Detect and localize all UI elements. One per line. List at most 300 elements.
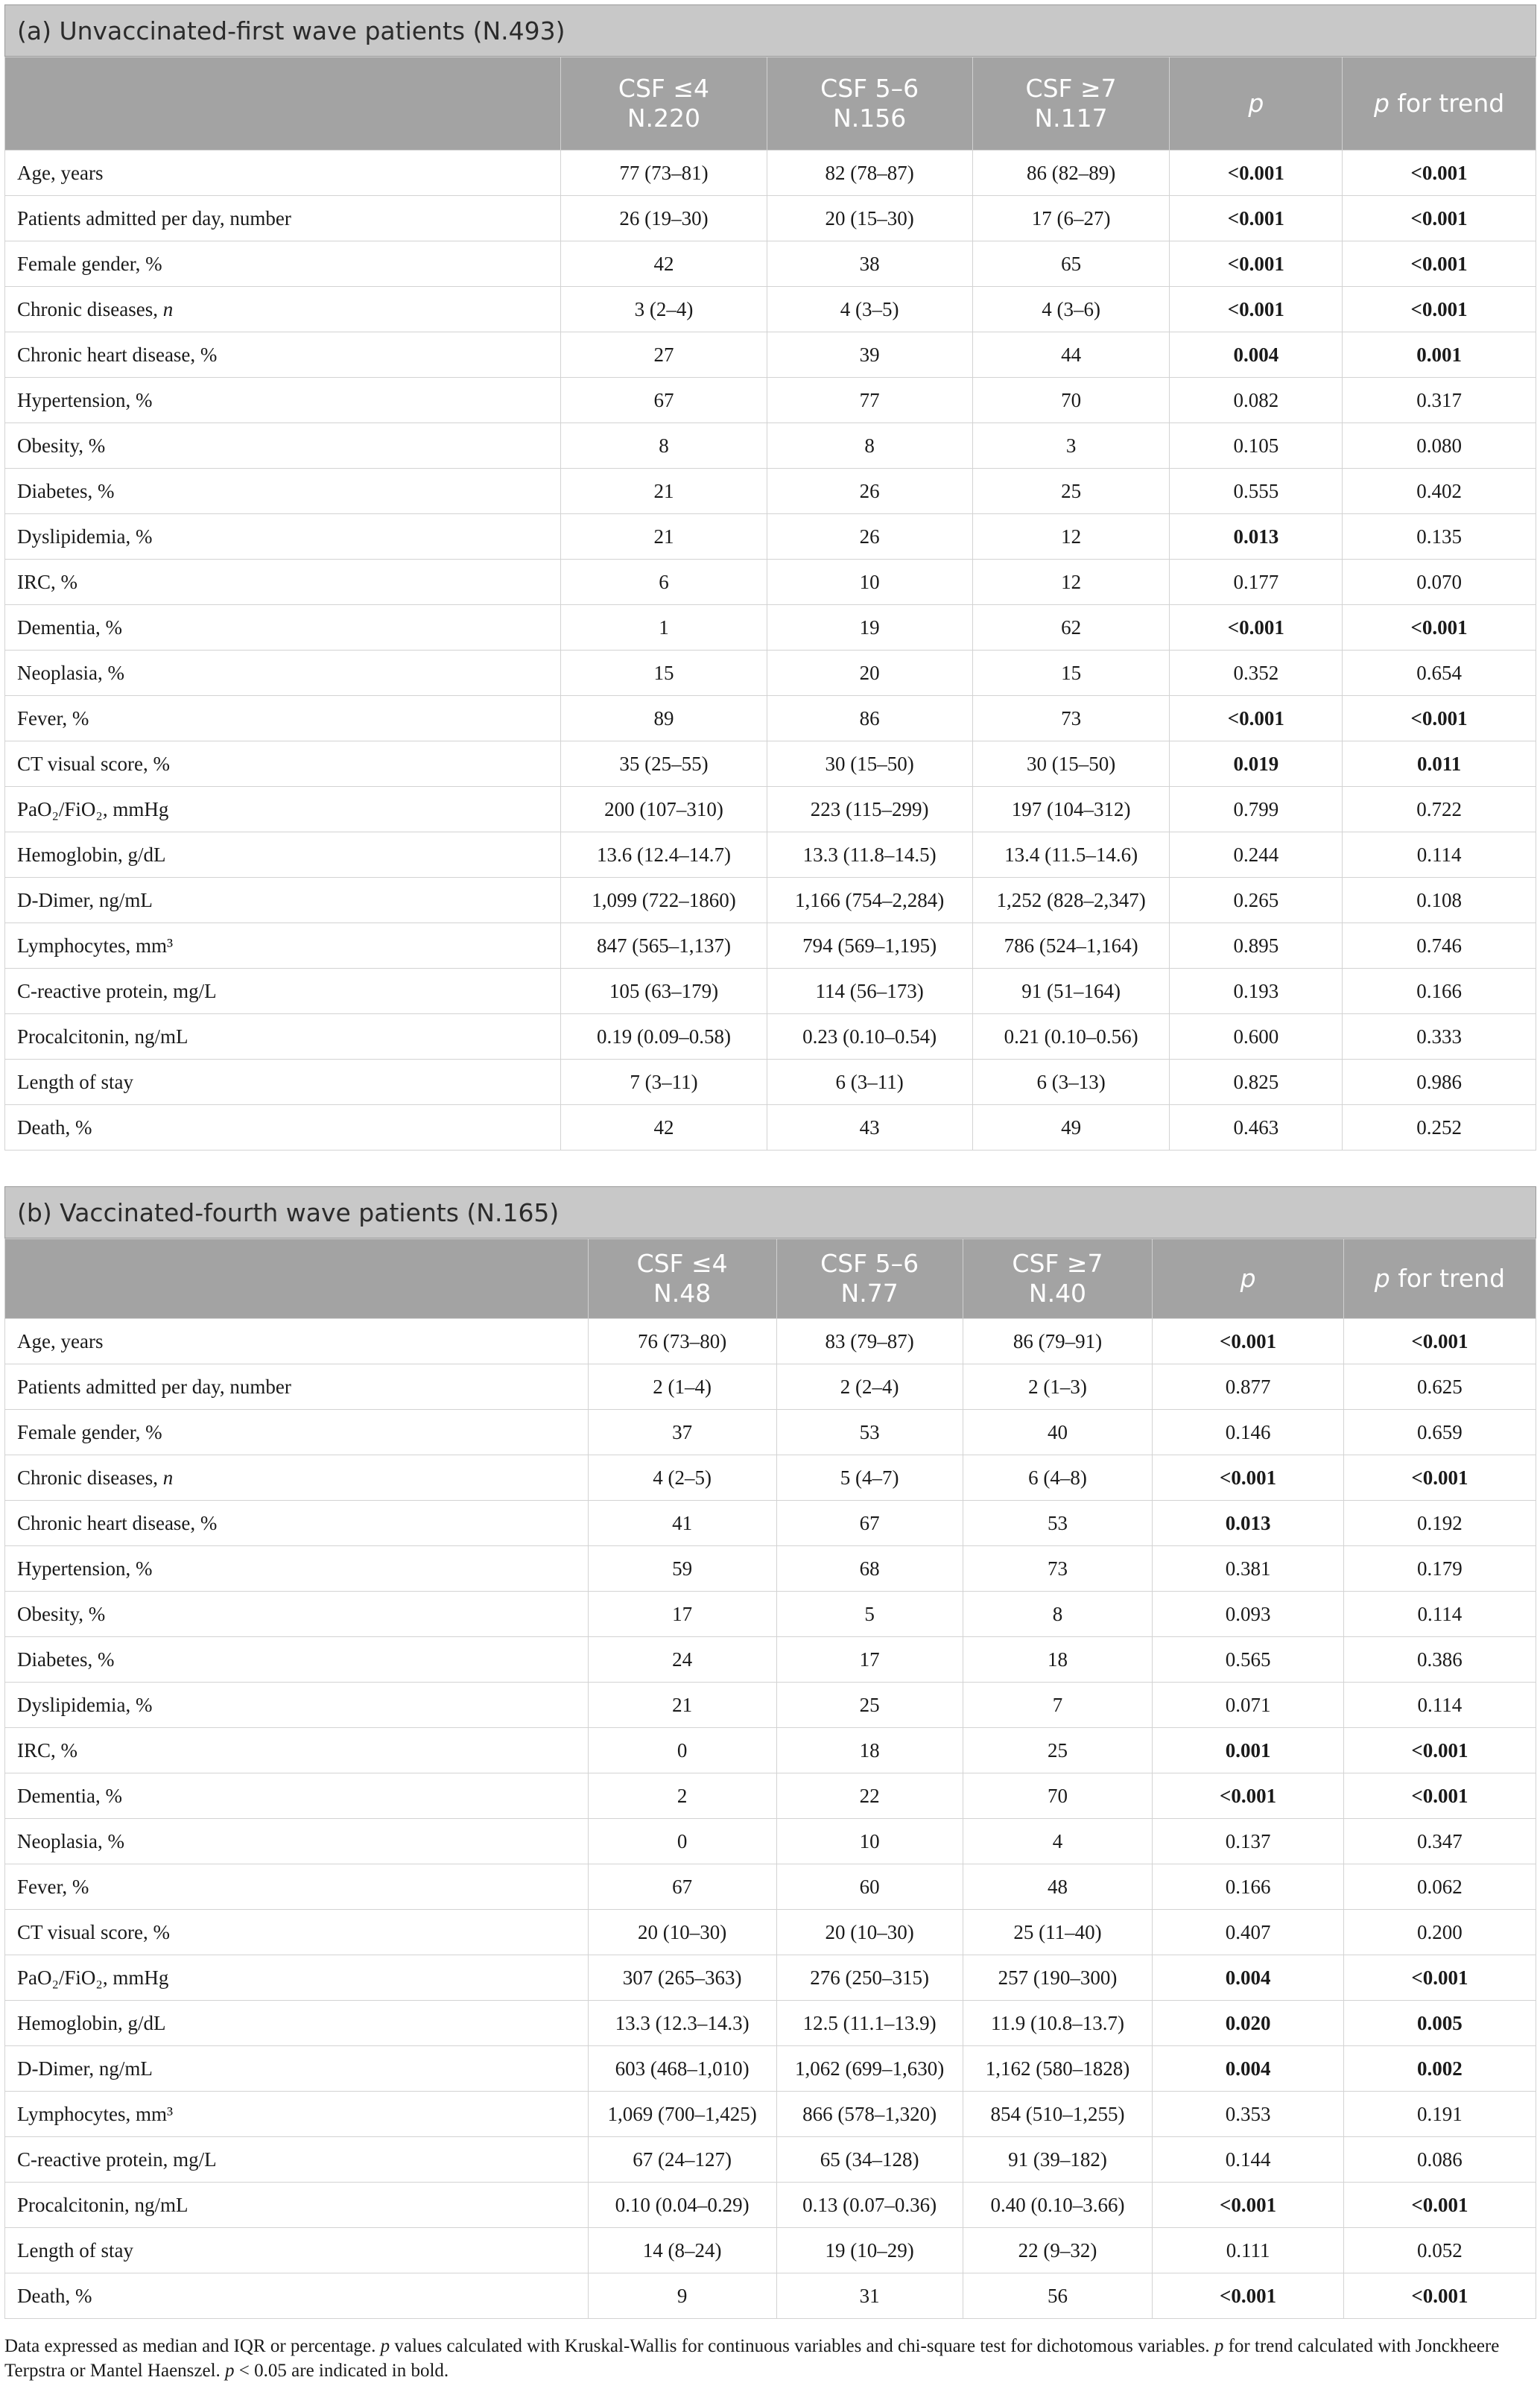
cell-value: 21 (561, 469, 767, 514)
cell-value: 42 (561, 241, 767, 287)
cell-value: 9 (588, 2273, 776, 2319)
cell-value: 786 (524–1,164) (972, 923, 1170, 969)
row-label (5, 1410, 589, 1455)
cell-p-trend: <0.001 (1343, 151, 1536, 196)
cell-p-trend: <0.001 (1343, 241, 1536, 287)
cell-p-trend: <0.001 (1343, 1319, 1536, 1364)
cell-value: 40 (963, 1410, 1153, 1455)
cell-value: 91 (51–164) (972, 969, 1170, 1014)
cell-value: 21 (588, 1683, 776, 1728)
cell-value: 200 (107–310) (561, 787, 767, 832)
cell-p-trend: <0.001 (1343, 2183, 1536, 2228)
row-label-text: Dementia, % (17, 615, 122, 639)
cell-p-trend: 0.317 (1343, 378, 1536, 423)
column-header (776, 1239, 963, 1319)
cell-value: 257 (190–300) (963, 1955, 1153, 2001)
cell-value: 1,162 (580–1828) (963, 2046, 1153, 2092)
table-row (5, 787, 1536, 832)
row-label (5, 696, 561, 741)
header-p-symbol: p (1373, 89, 1390, 118)
cell-value: 0.10 (0.04–0.29) (588, 2183, 776, 2228)
cell-p-trend: 0.746 (1343, 923, 1536, 969)
cell-p-value: 0.082 (1170, 378, 1343, 423)
row-label (5, 2183, 589, 2228)
cell-p-trend: <0.001 (1343, 287, 1536, 332)
row-label (5, 1955, 589, 2001)
row-label-text: Chronic diseases, (17, 297, 163, 320)
row-label (5, 1105, 561, 1151)
cell-value: 67 (776, 1501, 963, 1546)
cell-value: 65 (34–128) (776, 2137, 963, 2183)
cell-value: 11.9 (10.8–13.7) (963, 2001, 1153, 2046)
cell-value: 2 (2–4) (776, 1364, 963, 1410)
cell-p-trend: 0.108 (1343, 878, 1536, 923)
cell-p-trend: 0.001 (1343, 332, 1536, 378)
row-label (5, 1728, 589, 1773)
cell-p-trend: 0.192 (1343, 1501, 1536, 1546)
table-row (5, 1864, 1536, 1910)
cell-value: 17 (588, 1592, 776, 1637)
cell-p-value: 0.093 (1153, 1592, 1343, 1637)
table-row (5, 332, 1536, 378)
row-label (5, 605, 561, 651)
row-label (5, 878, 561, 923)
cell-p-value: 0.013 (1153, 1501, 1343, 1546)
header-group-label: CSF ≥7 (1012, 1249, 1103, 1278)
cell-value: 86 (82–89) (972, 151, 1170, 196)
cell-value: 19 (10–29) (776, 2228, 963, 2273)
row-label (5, 787, 561, 832)
row-label (5, 423, 561, 469)
cell-p-trend: 0.625 (1343, 1364, 1536, 1410)
row-label (5, 1060, 561, 1105)
table-row (5, 1455, 1536, 1501)
header-group-count: N.117 (1034, 104, 1108, 133)
cell-p-trend: 0.200 (1343, 1910, 1536, 1955)
row-label-text: Procalcitonin, ng/mL (17, 1025, 188, 1048)
cell-p-value: <0.001 (1153, 1319, 1343, 1364)
header-p-symbol: p (1374, 1264, 1390, 1293)
table-row (5, 378, 1536, 423)
cell-p-trend: 0.166 (1343, 969, 1536, 1014)
column-header (588, 1239, 776, 1319)
cell-p-value: 0.020 (1153, 2001, 1343, 2046)
cell-value: 67 (561, 378, 767, 423)
cell-p-value: 0.565 (1153, 1637, 1343, 1683)
table-row (5, 741, 1536, 787)
table-header (5, 1239, 1536, 1319)
cell-value: 59 (588, 1546, 776, 1592)
cell-value: 4 (2–5) (588, 1455, 776, 1501)
cell-p-value: <0.001 (1170, 605, 1343, 651)
row-label (5, 1683, 589, 1728)
table-row (5, 1014, 1536, 1060)
cell-value: 77 (73–81) (561, 151, 767, 196)
cell-p-value: <0.001 (1170, 696, 1343, 741)
cell-p-trend: 0.070 (1343, 560, 1536, 605)
cell-value: 91 (39–182) (963, 2137, 1153, 2183)
cell-p-trend: 0.179 (1343, 1546, 1536, 1592)
table-row (5, 469, 1536, 514)
cell-value: 20 (767, 651, 972, 696)
table-row (5, 423, 1536, 469)
cell-value: 2 (1–3) (963, 1364, 1153, 1410)
cell-value: 10 (776, 1819, 963, 1864)
cell-p-value: <0.001 (1153, 2273, 1343, 2319)
cell-p-value: <0.001 (1153, 1455, 1343, 1501)
table-row (5, 1319, 1536, 1364)
table-row (5, 241, 1536, 287)
cell-value: 223 (115–299) (767, 787, 972, 832)
table-row (5, 651, 1536, 696)
cell-p-trend: <0.001 (1343, 1955, 1536, 2001)
cell-p-trend: 0.011 (1343, 741, 1536, 787)
header-p-suffix: for trend (1390, 1264, 1506, 1293)
table-b (4, 1238, 1536, 2319)
cell-value: 13.3 (11.8–14.5) (767, 832, 972, 878)
row-label-text: Obesity, % (17, 1602, 106, 1625)
column-header (1153, 1239, 1343, 1319)
table-row (5, 1955, 1536, 2001)
row-label-text: Chronic diseases, (17, 1466, 163, 1489)
table-row (5, 1410, 1536, 1455)
cell-value: 105 (63–179) (561, 969, 767, 1014)
table-row (5, 923, 1536, 969)
row-label-text: Patients admitted per day, number (17, 1375, 291, 1398)
header-group-label: CSF 5–6 (820, 74, 919, 103)
cell-value: 22 (776, 1773, 963, 1819)
cell-value: 37 (588, 1410, 776, 1455)
header-group-count: N.156 (833, 104, 907, 133)
row-label (5, 1819, 589, 1864)
cell-p-trend: 0.347 (1343, 1819, 1536, 1864)
row-label (5, 969, 561, 1014)
row-label-text: D-Dimer, ng/mL (17, 888, 153, 911)
cell-p-value: 0.146 (1153, 1410, 1343, 1455)
column-header (972, 57, 1170, 151)
cell-value: 26 (19–30) (561, 196, 767, 241)
cell-p-value: 0.144 (1153, 2137, 1343, 2183)
cell-p-value: 0.463 (1170, 1105, 1343, 1151)
row-label-text: Length of stay (17, 2238, 133, 2262)
table-row (5, 1060, 1536, 1105)
table-body (5, 151, 1536, 1151)
row-label (5, 1592, 589, 1637)
cell-value: 20 (15–30) (767, 196, 972, 241)
row-label-text: IRC, % (17, 1738, 77, 1762)
cell-value: 8 (561, 423, 767, 469)
cell-p-value: 0.407 (1153, 1910, 1343, 1955)
cell-value: 13.4 (11.5–14.6) (972, 832, 1170, 878)
table-row (5, 1773, 1536, 1819)
column-header (1170, 57, 1343, 151)
row-label-italic: n (162, 1466, 174, 1489)
cell-value: 8 (767, 423, 972, 469)
row-label (5, 2137, 589, 2183)
cell-p-value: 0.555 (1170, 469, 1343, 514)
row-label (5, 1637, 589, 1683)
row-label-text: CT visual score, % (17, 1920, 170, 1943)
cell-value: 25 (963, 1728, 1153, 1773)
header-group-label: CSF ≥7 (1025, 74, 1117, 103)
row-label-text: Diabetes, % (17, 479, 115, 502)
cell-value: 89 (561, 696, 767, 741)
row-label (5, 2046, 589, 2092)
row-label (5, 514, 561, 560)
cell-p-trend: 0.386 (1343, 1637, 1536, 1683)
cell-value: 0 (588, 1819, 776, 1864)
column-header (5, 1239, 589, 1319)
row-label-text: Patients admitted per day, number (17, 206, 291, 230)
cell-value: 4 (3–5) (767, 287, 972, 332)
cell-value: 12 (972, 560, 1170, 605)
cell-value: 15 (972, 651, 1170, 696)
row-label (5, 2092, 589, 2137)
cell-value: 17 (6–27) (972, 196, 1170, 241)
row-label (5, 378, 561, 423)
row-label-text: Length of stay (17, 1070, 133, 1093)
cell-p-value: <0.001 (1153, 1773, 1343, 1819)
header-row (5, 57, 1536, 151)
cell-p-trend: 0.114 (1343, 832, 1536, 878)
header-row (5, 1239, 1536, 1319)
cell-value: 83 (79–87) (776, 1319, 963, 1364)
cell-p-trend: <0.001 (1343, 1728, 1536, 1773)
row-label-text: Fever, % (17, 1875, 89, 1898)
cell-value: 20 (10–30) (776, 1910, 963, 1955)
cell-value: 65 (972, 241, 1170, 287)
cell-value: 603 (468–1,010) (588, 2046, 776, 2092)
cell-value: 86 (767, 696, 972, 741)
cell-value: 854 (510–1,255) (963, 2092, 1153, 2137)
cell-value: 86 (79–91) (963, 1319, 1153, 1364)
table-a (4, 57, 1536, 1151)
table-row (5, 969, 1536, 1014)
cell-p-value: <0.001 (1170, 196, 1343, 241)
table-row (5, 2092, 1536, 2137)
row-label (5, 1501, 589, 1546)
cell-value: 1,099 (722–1860) (561, 878, 767, 923)
row-label (5, 2228, 589, 2273)
row-label-text: Hypertension, % (17, 388, 153, 411)
cell-value: 794 (569–1,195) (767, 923, 972, 969)
row-label-text: Age, years (17, 161, 104, 184)
cell-value: 25 (972, 469, 1170, 514)
row-label (5, 196, 561, 241)
cell-p-value: 0.600 (1170, 1014, 1343, 1060)
cell-p-trend: <0.001 (1343, 196, 1536, 241)
cell-value: 5 (4–7) (776, 1455, 963, 1501)
row-label-text: D-Dimer, ng/mL (17, 2057, 153, 2080)
column-header (963, 1239, 1153, 1319)
row-label-text: Neoplasia, % (17, 661, 124, 684)
table-row (5, 1910, 1536, 1955)
cell-p-trend: <0.001 (1343, 1455, 1536, 1501)
cell-value: 31 (776, 2273, 963, 2319)
row-label-text: Female gender, % (17, 252, 162, 275)
row-label (5, 1455, 589, 1501)
cell-p-value: 0.137 (1153, 1819, 1343, 1864)
cell-value: 67 (588, 1864, 776, 1910)
row-label (5, 651, 561, 696)
cell-value: 0.19 (0.09–0.58) (561, 1014, 767, 1060)
cell-value: 30 (15–50) (767, 741, 972, 787)
row-label (5, 1910, 589, 1955)
header-group-label: CSF ≤4 (636, 1249, 728, 1278)
cell-value: 35 (25–55) (561, 741, 767, 787)
row-label-text: Death, % (17, 1115, 92, 1139)
table-header (5, 57, 1536, 151)
table-row (5, 2228, 1536, 2273)
cell-value: 2 (1–4) (588, 1364, 776, 1410)
row-label-text: Dyslipidemia, % (17, 525, 153, 548)
row-label-text: Dyslipidemia, % (17, 1693, 153, 1716)
row-label (5, 741, 561, 787)
cell-value: 4 (3–6) (972, 287, 1170, 332)
cell-value: 18 (776, 1728, 963, 1773)
row-label-text: Neoplasia, % (17, 1829, 124, 1852)
cell-value: 25 (11–40) (963, 1910, 1153, 1955)
row-label-text: Lymphocytes, mm³ (17, 2102, 174, 2125)
cell-value: 73 (972, 696, 1170, 741)
cell-value: 276 (250–315) (776, 1955, 963, 2001)
cell-value: 70 (972, 378, 1170, 423)
row-label-text: Hemoglobin, g/dL (17, 2011, 166, 2034)
row-label (5, 1773, 589, 1819)
row-label-text: Chronic heart disease, % (17, 1511, 218, 1534)
cell-p-value: 0.019 (1170, 741, 1343, 787)
column-header (1343, 57, 1536, 151)
cell-p-trend: 0.086 (1343, 2137, 1536, 2183)
column-header (5, 57, 561, 151)
cell-p-trend: <0.001 (1343, 2273, 1536, 2319)
cell-p-value: 0.004 (1153, 2046, 1343, 2092)
table-row (5, 2001, 1536, 2046)
cell-value: 8 (963, 1592, 1153, 1637)
header-p-symbol: p (1248, 89, 1264, 118)
table-row (5, 1819, 1536, 1864)
row-label-text: Female gender, % (17, 1420, 162, 1443)
cell-value: 43 (767, 1105, 972, 1151)
row-label-text: Death, % (17, 2284, 92, 2307)
table-row (5, 287, 1536, 332)
cell-value: 24 (588, 1637, 776, 1683)
cell-value: 7 (963, 1683, 1153, 1728)
row-label (5, 923, 561, 969)
cell-value: 53 (963, 1501, 1153, 1546)
cell-value: 1,069 (700–1,425) (588, 2092, 776, 2137)
header-p-symbol: p (1240, 1264, 1256, 1293)
cell-value: 77 (767, 378, 972, 423)
cell-value: 5 (776, 1592, 963, 1637)
cell-value: 12.5 (11.1–13.9) (776, 2001, 963, 2046)
row-label-text: C-reactive protein, mg/L (17, 2148, 217, 2171)
header-group-count: N.40 (1028, 1279, 1087, 1308)
cell-p-value: 0.244 (1170, 832, 1343, 878)
cell-value: 25 (776, 1683, 963, 1728)
row-label-text: PaO₂/FiO₂, mmHg (17, 797, 169, 820)
row-label-text: Dementia, % (17, 1784, 122, 1807)
row-label (5, 2001, 589, 2046)
cell-value: 6 (3–13) (972, 1060, 1170, 1105)
table-row (5, 1683, 1536, 1728)
cell-value: 0.13 (0.07–0.36) (776, 2183, 963, 2228)
cell-p-value: 0.166 (1153, 1864, 1343, 1910)
cell-p-value: 0.105 (1170, 423, 1343, 469)
header-group-count: N.77 (840, 1279, 899, 1308)
cell-value: 76 (73–80) (588, 1319, 776, 1364)
cell-value: 30 (15–50) (972, 741, 1170, 787)
cell-value: 13.3 (12.3–14.3) (588, 2001, 776, 2046)
cell-p-value: 0.177 (1170, 560, 1343, 605)
cell-p-trend: 0.114 (1343, 1592, 1536, 1637)
cell-value: 13.6 (12.4–14.7) (561, 832, 767, 878)
cell-p-value: <0.001 (1170, 287, 1343, 332)
cell-p-value: 0.111 (1153, 2228, 1343, 2273)
row-label (5, 560, 561, 605)
cell-value: 15 (561, 651, 767, 696)
row-label-text: Lymphocytes, mm³ (17, 934, 174, 957)
cell-value: 1,252 (828–2,347) (972, 878, 1170, 923)
cell-value: 21 (561, 514, 767, 560)
cell-value: 19 (767, 605, 972, 651)
cell-value: 7 (3–11) (561, 1060, 767, 1105)
cell-p-trend: <0.001 (1343, 605, 1536, 651)
cell-p-trend: 0.052 (1343, 2228, 1536, 2273)
cell-value: 12 (972, 514, 1170, 560)
table-row (5, 151, 1536, 196)
row-label-text: Chronic heart disease, % (17, 343, 218, 366)
cell-p-value: 0.825 (1170, 1060, 1343, 1105)
cell-value: 0.40 (0.10–3.66) (963, 2183, 1153, 2228)
row-label-text: Fever, % (17, 706, 89, 730)
column-header (561, 57, 767, 151)
table-body (5, 1319, 1536, 2319)
cell-p-value: 0.353 (1153, 2092, 1343, 2137)
cell-p-value: 0.071 (1153, 1683, 1343, 1728)
header-group-count: N.220 (627, 104, 701, 133)
cell-value: 866 (578–1,320) (776, 2092, 963, 2137)
row-label-text: Procalcitonin, ng/mL (17, 2193, 188, 2216)
cell-value: 3 (972, 423, 1170, 469)
cell-value: 39 (767, 332, 972, 378)
table-row (5, 560, 1536, 605)
cell-p-trend: 0.005 (1343, 2001, 1536, 2046)
table-row (5, 2183, 1536, 2228)
cell-value: 60 (776, 1864, 963, 1910)
cell-p-trend: 0.114 (1343, 1683, 1536, 1728)
cell-value: 26 (767, 469, 972, 514)
row-label-text: Diabetes, % (17, 1648, 115, 1671)
cell-value: 0 (588, 1728, 776, 1773)
row-label (5, 1546, 589, 1592)
cell-value: 41 (588, 1501, 776, 1546)
table-row (5, 196, 1536, 241)
header-p-suffix: for trend (1389, 89, 1505, 118)
cell-value: 847 (565–1,137) (561, 923, 767, 969)
row-label-text: IRC, % (17, 570, 77, 593)
row-label-text: CT visual score, % (17, 752, 170, 775)
row-label (5, 241, 561, 287)
header-group-label: CSF 5–6 (820, 1249, 919, 1278)
table-row (5, 696, 1536, 741)
table-row (5, 1592, 1536, 1637)
cell-value: 38 (767, 241, 972, 287)
table-row (5, 2137, 1536, 2183)
column-header (767, 57, 972, 151)
header-group-label: CSF ≤4 (618, 74, 710, 103)
section-gap (4, 1151, 1536, 1186)
